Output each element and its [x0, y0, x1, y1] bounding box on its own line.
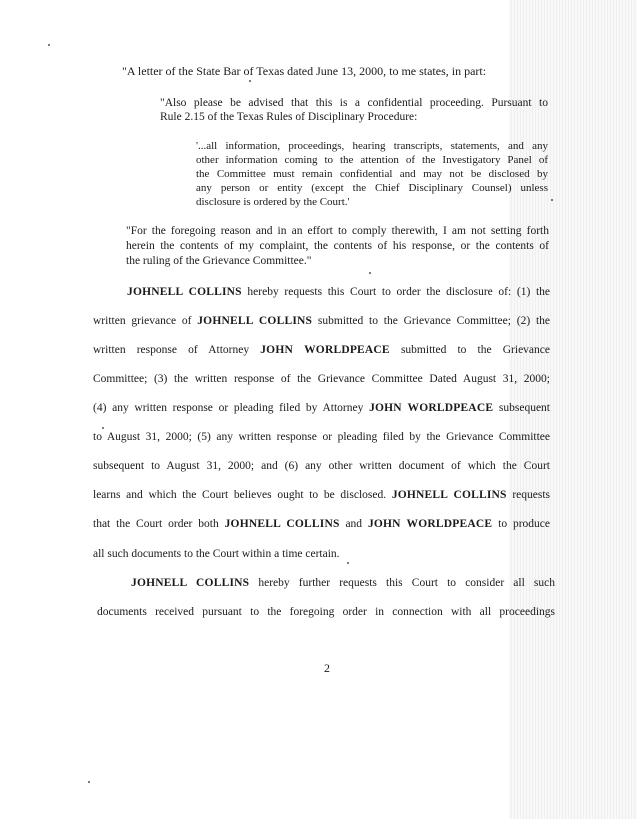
para1-text: written response of Attorney — [93, 344, 261, 356]
para1-line-6: to August 31, 2000; (5) any written response or pleading filed by the Grievance Committee — [93, 431, 550, 443]
para1-line-8 — [93, 488, 550, 502]
party-name-collins: JOHNELL COLLINS — [391, 489, 507, 501]
scan-speck — [369, 272, 371, 274]
scan-speck — [551, 199, 553, 201]
para1-line-1 — [127, 285, 550, 299]
quote3-line-3: the ruling of the Grievance Committee." — [126, 255, 312, 267]
inner-quote-line-3: the Committee must remain confidential and may not be disclosed by — [196, 168, 548, 180]
party-name-collins: JOHNELL COLLINS — [224, 518, 340, 530]
party-name-collins: JOHNELL COLLINS — [127, 286, 242, 298]
scan-speck — [48, 44, 50, 46]
para1-line-5 — [93, 401, 550, 415]
para1-text: submitted to the Grievance — [389, 344, 550, 356]
para1-text: hereby requests this Court to order the disclosure of: (1) the — [241, 286, 551, 298]
scan-speck — [249, 80, 251, 82]
scan-speck — [102, 427, 104, 429]
para2-line-2: documents received pursuant to the foregoing order in connection with all proceedings — [97, 606, 555, 618]
para1-text: and — [339, 518, 368, 530]
para1-text: requests — [506, 489, 550, 501]
inner-quote-line-1: '...all information, proceedings, hearing transcripts, statements, and any — [196, 140, 548, 152]
quote3-line-2: herein the contents of my complaint, the contents of his response, or the contents of — [126, 240, 549, 252]
inner-quote-line-5: disclosure is ordered by the Court.' — [196, 196, 350, 208]
para1-line-10: all such documents to the Court within a time certain. — [93, 548, 340, 560]
para1-line-2 — [93, 314, 550, 328]
para1-text: (4) any written response or pleading filed by Attorney — [93, 402, 370, 414]
para1-line-9 — [93, 517, 550, 531]
para1-text: to produce — [492, 518, 551, 530]
para1-text: subsequent — [493, 402, 550, 414]
party-name-worldpeace: JOHN WORLDPEACE — [369, 402, 494, 414]
quote3-line-1: "For the foregoing reason and in an effort to comply therewith, I am not setting forth — [126, 225, 549, 237]
para1-text: that the Court order both — [93, 518, 225, 530]
page-number: 2 — [324, 661, 330, 675]
para2-line-1 — [131, 576, 555, 590]
party-name-worldpeace: JOHN WORLDPEACE — [260, 344, 390, 356]
party-name-collins: JOHNELL COLLINS — [131, 577, 250, 589]
para2-text: hereby further requests this Court to consider all such — [249, 577, 555, 589]
party-name-worldpeace: JOHN WORLDPEACE — [367, 518, 493, 530]
quote-line-2: Rule 2.15 of the Texas Rules of Disciplinary Procedure: — [160, 111, 418, 123]
para1-line-4: Committee; (3) the written response of the Grievance Committee Dated August 31, 2000; — [93, 373, 550, 385]
scan-speck — [88, 781, 90, 783]
para1-line-3 — [93, 343, 550, 357]
para1-text: submitted to the Grievance Committee; (2) the — [312, 315, 550, 327]
party-name-collins: JOHNELL COLLINS — [197, 315, 313, 327]
quote-line-1: "Also please be advised that this is a confidential proceeding. Pursuant to — [160, 97, 548, 109]
inner-quote-line-4: any person or entity (except the Chief Disciplinary Counsel) unless — [196, 182, 548, 194]
inner-quote-line-2: other information coming to the attention of the Investigatory Panel of — [196, 154, 548, 166]
para1-line-7: subsequent to August 31, 2000; and (6) any other written document of which the Court — [93, 460, 550, 472]
para1-text: written grievance of — [93, 315, 198, 327]
scan-speck — [347, 562, 349, 564]
intro-line: "A letter of the State Bar of Texas dated June 13, 2000, to me states, in part: — [122, 64, 487, 78]
para1-text: learns and which the Court believes ought to be disclosed. — [93, 489, 392, 501]
